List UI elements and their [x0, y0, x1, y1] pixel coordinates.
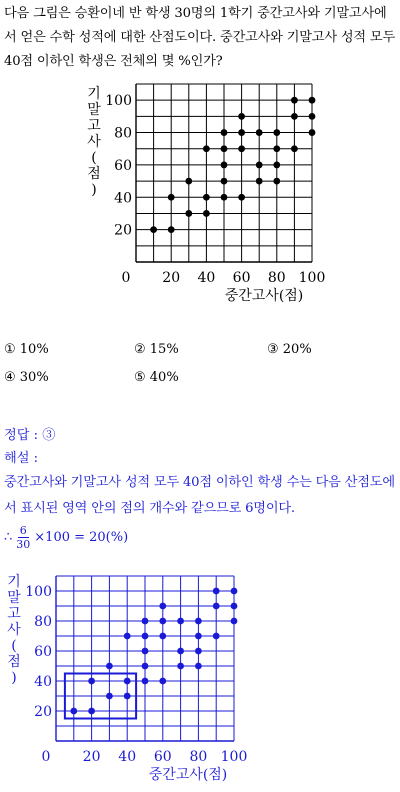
data-point [142, 663, 149, 670]
data-point [231, 588, 238, 595]
data-point [238, 129, 245, 136]
data-point [168, 226, 175, 233]
data-point [195, 648, 202, 655]
choice-5[interactable]: ⑤ 40% [134, 370, 179, 385]
choice-1[interactable]: ① 10% [4, 342, 49, 357]
therefore-symbol: ∴ [4, 530, 13, 545]
data-point [124, 678, 131, 685]
data-point [221, 178, 228, 185]
x-tick-label: 100 [298, 270, 326, 286]
data-point [221, 162, 228, 169]
data-point [195, 618, 202, 625]
data-point [106, 663, 113, 670]
data-point [213, 633, 220, 640]
explanation-heading: 해설 : [4, 451, 39, 466]
y-axis-title: 기 말 고 사 ( 점 ) [87, 86, 101, 198]
data-point [142, 618, 149, 625]
data-point [273, 178, 280, 185]
data-point [238, 145, 245, 152]
x-axis-title: 중간고사(점) [148, 767, 228, 783]
y-tick-label: 80 [34, 614, 52, 630]
data-point [273, 145, 280, 152]
data-point [195, 633, 202, 640]
y-tick-label: 80 [114, 125, 132, 142]
y-tick-label: 100 [25, 584, 52, 600]
formula [4, 524, 128, 551]
data-point [203, 194, 210, 201]
scatter-plot-question [0, 0, 400, 320]
data-point [159, 603, 166, 610]
data-point [177, 648, 184, 655]
fraction-numerator: 6 [19, 524, 27, 537]
data-point [159, 678, 166, 685]
y-tick-label: 60 [114, 157, 132, 174]
data-point [195, 663, 202, 670]
choice-4[interactable]: ④ 30% [4, 370, 49, 385]
data-point [203, 145, 210, 152]
highlight-region [65, 674, 136, 719]
data-point [213, 588, 220, 595]
data-point [88, 678, 95, 685]
x-tick-label: 20 [162, 270, 181, 286]
x-tick-label: 40 [197, 270, 216, 286]
y-tick-label: 40 [34, 674, 52, 690]
y-tick-label: 20 [34, 704, 52, 720]
explanation-text: 중간고사와 기말고사 성적 모두 40점 이하인 학생 수는 다음 산점도에서 표시된 영역 안의 점의 개수와 같으므로 6명이다. [4, 475, 395, 516]
x-tick-label: 0 [41, 749, 51, 765]
question-text: 다음 그림은 승환이네 반 학생 30명의 1학기 중간고사와 기말고사에서 얻은 수학 성적에 대한 산점도이다. 중간고사와 기말고사 성적 모두 40점 이하인 학생은 전체의 몇 %인가? [4, 6, 396, 69]
formula-rest: ×100 = 20(%) [34, 530, 129, 545]
x-tick-label: 60 [153, 749, 172, 765]
fraction [14, 524, 32, 551]
data-point [231, 603, 238, 610]
data-point [177, 663, 184, 670]
data-point [142, 678, 149, 685]
data-point [221, 129, 228, 136]
data-point [221, 194, 228, 201]
data-point [309, 113, 316, 120]
x-tick-label: 0 [121, 270, 131, 286]
x-tick-label: 20 [82, 749, 101, 765]
data-point [185, 178, 192, 185]
data-point [231, 618, 238, 625]
fraction-denominator: 30 [16, 538, 31, 551]
data-point [291, 145, 298, 152]
data-point [88, 708, 95, 715]
x-axis-title: 중간고사(점) [224, 288, 304, 304]
data-point [273, 129, 280, 136]
x-tick-label: 100 [220, 749, 248, 765]
data-point [221, 145, 228, 152]
data-point [177, 618, 184, 625]
data-point [185, 210, 192, 217]
data-point [291, 113, 298, 120]
data-point [238, 113, 245, 120]
data-point [238, 194, 245, 201]
y-tick-label: 40 [114, 190, 132, 207]
x-tick-label: 40 [118, 749, 137, 765]
y-axis-title: 기 말 고 사 ( 점 ) [7, 574, 21, 686]
y-tick-label: 100 [105, 93, 132, 110]
y-tick-label: 60 [34, 644, 52, 660]
data-point [106, 693, 113, 700]
data-point [124, 633, 131, 640]
data-point [150, 226, 157, 233]
data-point [256, 162, 263, 169]
data-point [256, 129, 263, 136]
data-point [159, 618, 166, 625]
data-point [142, 633, 149, 640]
data-point [309, 97, 316, 104]
answer-label: 정답 : ③ [4, 428, 56, 443]
data-point [70, 708, 77, 715]
data-point [273, 162, 280, 169]
choice-2[interactable]: ② 15% [134, 342, 179, 357]
choice-3[interactable]: ③ 20% [267, 342, 312, 357]
data-point [142, 648, 149, 655]
y-tick-label: 20 [114, 222, 132, 239]
data-point [203, 210, 210, 217]
x-tick-label: 60 [232, 270, 251, 286]
data-point [309, 129, 316, 136]
data-point [159, 633, 166, 640]
x-tick-label: 80 [267, 270, 286, 286]
data-point [168, 194, 175, 201]
data-point [124, 693, 131, 700]
x-tick-label: 80 [189, 749, 208, 765]
data-point [213, 603, 220, 610]
data-point [256, 178, 263, 185]
data-point [291, 97, 298, 104]
